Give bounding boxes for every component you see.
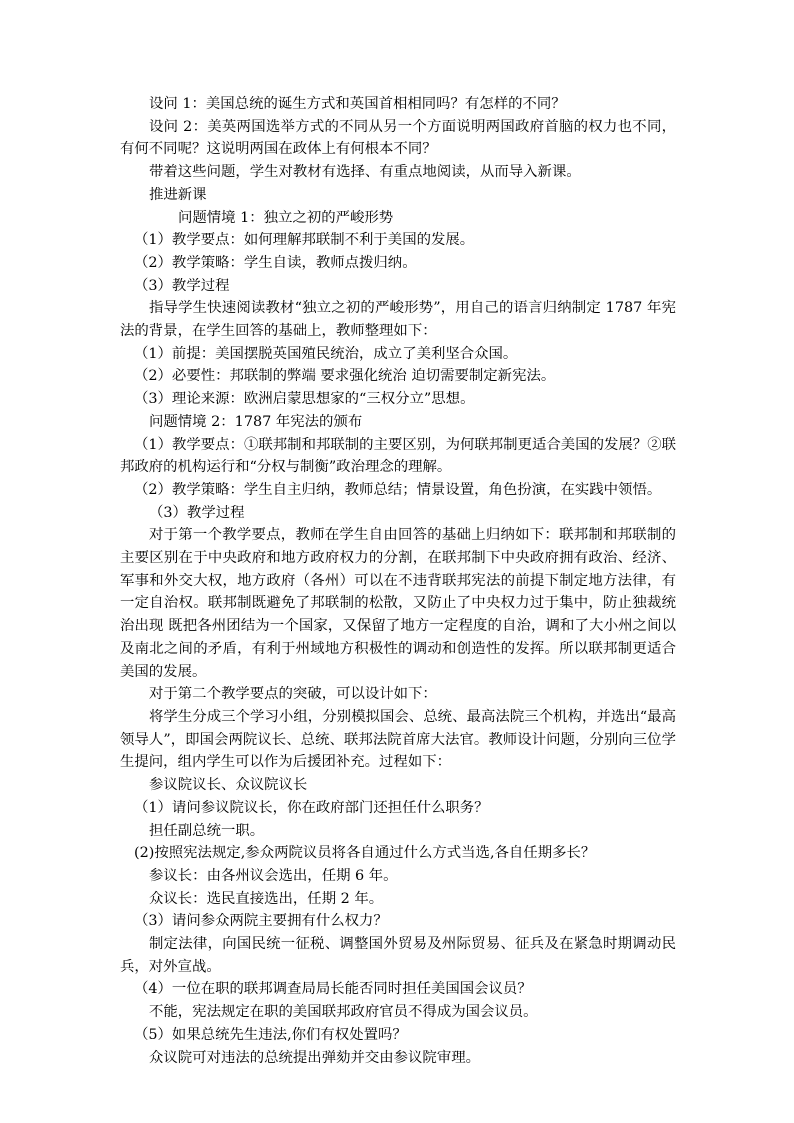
qa-answer-1: 担任副总统一职。 [149,822,265,839]
scenario-2-teaching-strategy: （2）教学策略：学生自主归纳，教师总结；情景设置，角色扮演，在实践中领悟。 [134,481,662,498]
qa-answer-4: 不能，宪法规定在职的美国联邦政府官员不得成为国会议员。 [149,1004,538,1021]
question-1: 设问 1：美国总统的诞生方式和英国首相相同吗？有怎样的不同？ [149,96,566,112]
group-activity: 将学生分成三个学习小组，分别模拟国会、总统、最高法院三个机构，并选出“最高领导人”，即国会两院议长、总统、联邦法院首席大法官。教师设计问题，分别向三位学生提问，组内学生可以作为后援团补充。过程如下： [120,708,676,771]
qa-question-5: （5）如果总统先生违法,你们有权处置吗？ [134,1026,407,1043]
federalism-summary: 对于第一个教学要点，教师在学生自由回答的基础上归纳如下：联邦制和邦联制的主要区别在于中央政府和地方政府权力的分割，在联邦制下中央政府拥有政治、经济、军事和外交大权，地方政府（各州）可以在不违背联邦宪法的前提下制定地方法律，有一定自治权。联邦制既避免了邦联制的松散，又防止了中央权力过于集中，防止独裁统治出现 既把各州团结为一个国家，又保留了地方一定程度的自治，调和了大小州之间以及南北之间的矛盾，有利于州域地方积极性的调动和创造性的发挥。所以联邦制更适合美国的发展。 [120,527,676,680]
scenario-1-heading: 问题情境 1：独立之初的严峻形势 [178,209,394,226]
document-body [120,93,676,1069]
qa-question-4: （4）一位在职的联邦调查局局长能否同时担任美国国会议员？ [134,981,532,998]
qa-answer-3: 制定法律，向国民统一征税、调整国外贸易及州际贸易、征兵及在紧急时期调动民兵，对外宣战。 [120,936,676,975]
scenario-1-teaching-process: （3）教学过程 [134,277,230,294]
scenario-2-teaching-process: （3）教学过程 [149,504,245,521]
section-heading-new-lesson: 推进新课 [149,186,207,203]
scenario-1-teaching-point: （1）教学要点：如何理解邦联制不利于美国的发展。 [134,232,475,249]
qa-answer-2-house: 众议长：选民直接选出，任期 2 年。 [149,890,384,907]
congress-speakers: 参议院议长、众议院议长 [149,777,308,794]
scenario-2-teaching-point: （1）教学要点：①联邦制和邦联制的主要区别，为何联邦制更适合美国的发展？②联邦政府的机构运行和“分权与制衡”政治理念的理解。 [120,436,676,476]
scenario-1-guidance: 指导学生快速阅读教材“独立之初的严峻形势”，用自己的语言归纳制定 1787 年宪法的背景，在学生回答的基础上，教师整理如下： [120,300,676,340]
scenario-1-teaching-strategy: （2）教学策略：学生自读，教师点拨归纳。 [134,254,417,271]
intro-paragraph: 带着这些问题，学生对教材有选择、有重点地阅读，从而导入新课。 [149,164,581,181]
qa-question-1: （1）请问参议院议长，你在政府部门还担任什么职务？ [134,799,489,816]
qa-answer-5: 众议院可对违法的总统提出弹劾并交由参议院审理。 [149,1049,480,1066]
scenario-1-premise: （1）前提：美国摆脱英国殖民统治，成立了美利坚合众国。 [134,345,518,362]
question-2: 设问 2：美英两国选举方式的不同从另一个方面说明两国政府首脑的权力也不同，有何不同呢？这说明两国在政体上有何根本不同？ [120,118,676,158]
qa-answer-2-senate: 参议长：由各州议会选出，任期 6 年。 [149,867,398,884]
scenario-2-heading: 问题情境 2：1787 年宪法的颁布 [149,413,363,430]
scenario-1-theory-source: （3）理论来源：欧洲启蒙思想家的“三权分立”思想。 [134,391,475,408]
qa-question-3: （3）请问参众两院主要拥有什么权力？ [134,913,388,930]
second-point-intro: 对于第二个教学要点的突破，可以设计如下： [149,686,437,703]
scenario-1-necessity: （2）必要性：邦联制的弊端 要求强化统治 迫切需要制定新宪法。 [134,368,556,385]
qa-question-2: (2)按照宪法规定,参众两院议员将各自通过什么方式当选,各自任期多长？ [134,845,596,862]
